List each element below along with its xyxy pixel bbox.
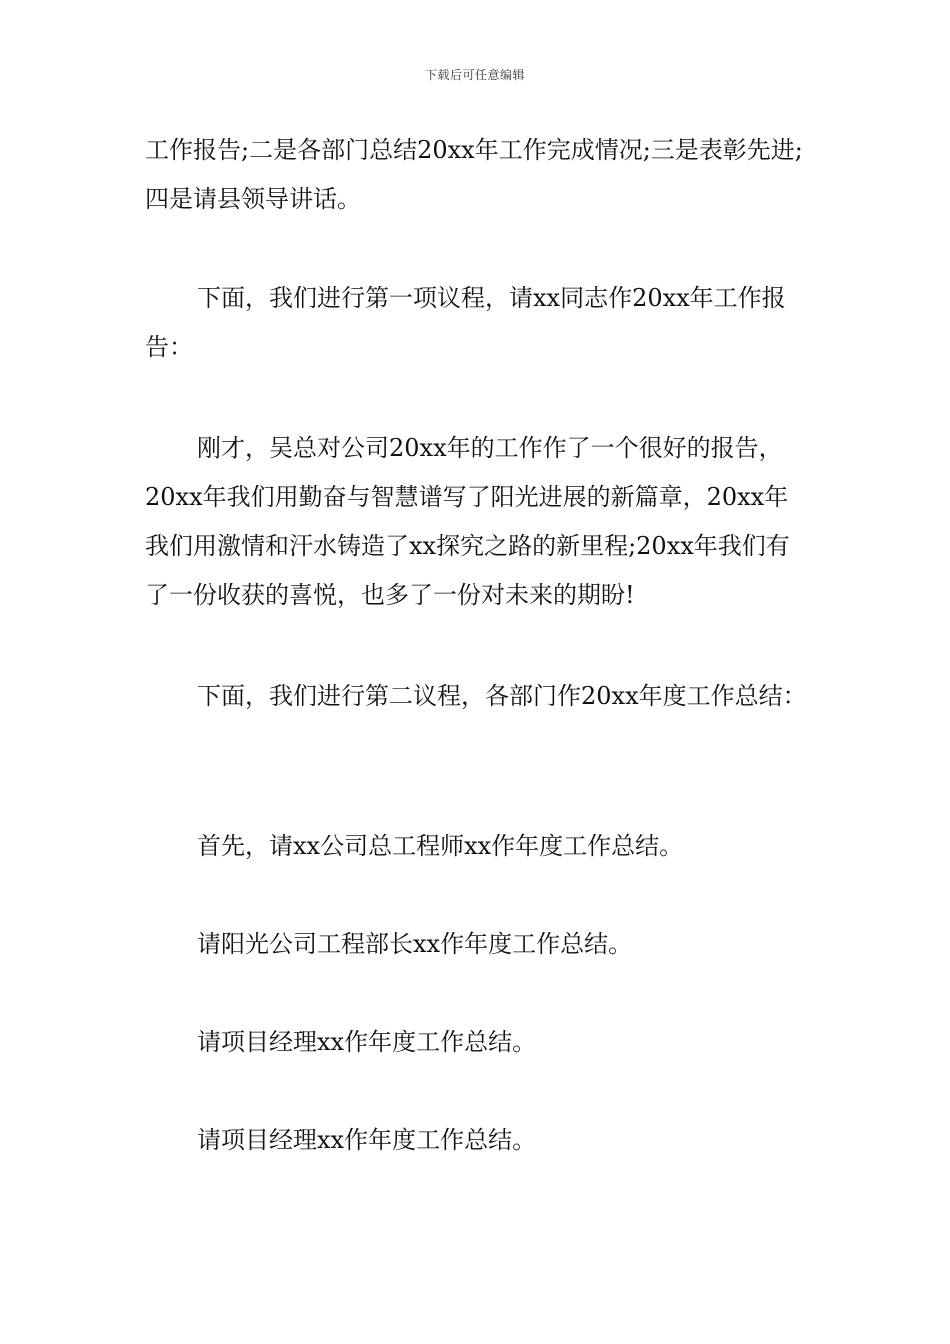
paragraph-project-manager-summary: 请项目经理xx作年度工作总结。 bbox=[197, 1028, 537, 1056]
paragraph-engineering-head-summary: 请阳光公司工程部长xx作年度工作总结。 bbox=[197, 930, 633, 958]
paragraph-project-manager-summary-2: 请项目经理xx作年度工作总结。 bbox=[197, 1126, 537, 1154]
paragraph-report-review: 刚才，吴总对公司20xx年的工作作了一个很好的报告，20xx年我们用勤奋与智慧谱写了阳光进展的新篇章，20xx年我们用激情和汗水铸造了xx探究之路的新里程;20xx年我们有了一份收获的喜悦，也多了一份对未来的期盼! bbox=[145, 434, 790, 609]
paragraph-second-agenda-item: 下面，我们进行第二议程，各部门作20xx年度工作总结： bbox=[197, 682, 807, 710]
paragraph-first-agenda-item: 下面，我们进行第一项议程，请xx同志作20xx年工作报告： bbox=[145, 284, 786, 361]
page-header: 下载后可任意编辑 bbox=[424, 68, 525, 82]
paragraph-chief-engineer-summary: 首先，请xx公司总工程师xx作年度工作总结。 bbox=[197, 832, 684, 860]
paragraph-agenda-continuation: 工作报告;二是各部门总结20xx年工作完成情况;三是表彰先进;四是请县领导讲话。 bbox=[145, 136, 803, 213]
